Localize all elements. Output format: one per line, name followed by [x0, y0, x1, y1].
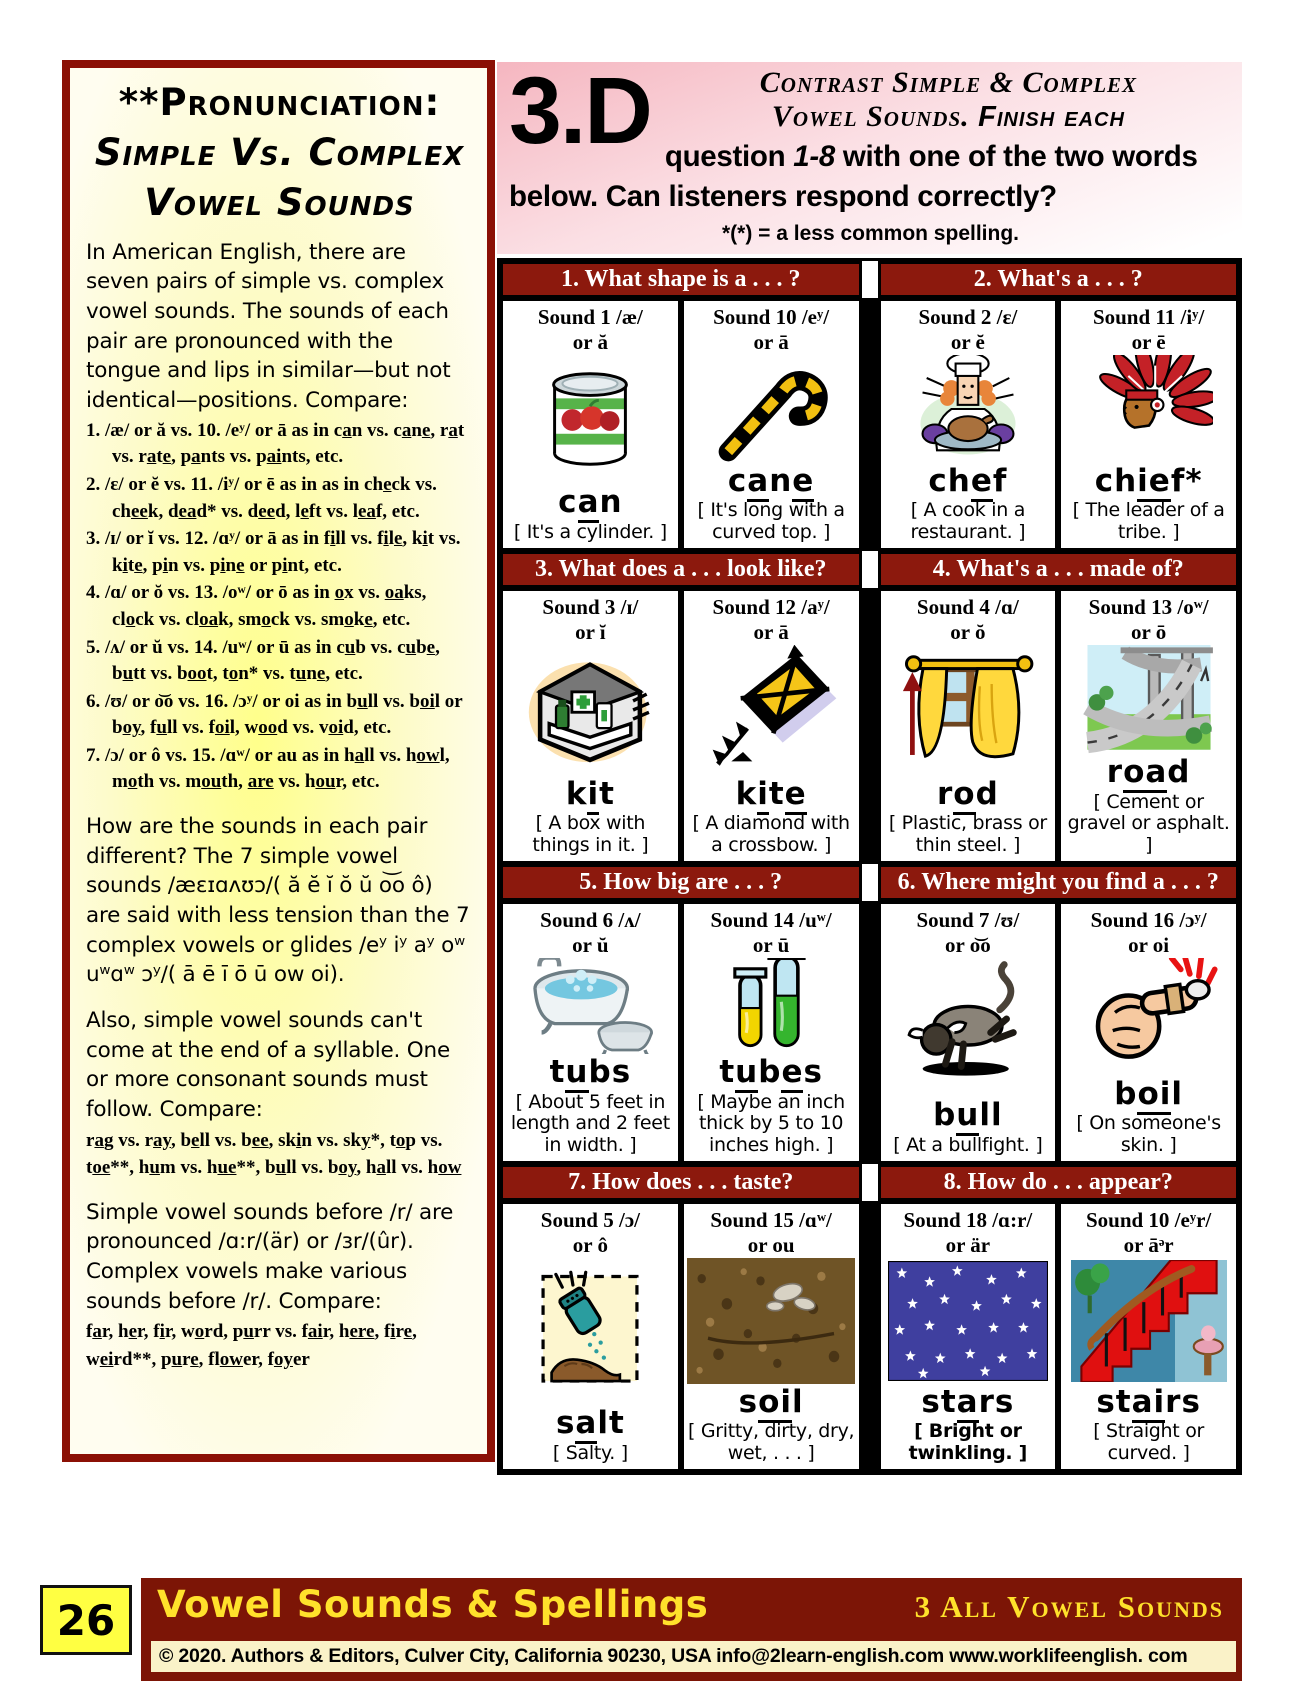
question-6-block: [878, 901, 1240, 1164]
footer-series-title: Vowel Sounds & Spellings: [157, 1583, 709, 1626]
question-2-header: 2. What's a . . . ?: [878, 261, 1240, 298]
page-number-box: [40, 1585, 132, 1655]
desc-stars: [ Bright or twinkling. ]: [908, 1420, 1028, 1464]
desc-rod: [ Plastic, brass or thin steel. ]: [888, 812, 1047, 856]
card-stairs: [1058, 1201, 1239, 1472]
desc-cane: [ It's long with a curved top. ]: [697, 499, 845, 543]
card-boil: [1058, 901, 1239, 1164]
cane-image: [687, 355, 856, 462]
desc-chief: [ The leader of a tribe. ]: [1072, 499, 1225, 543]
instructions-start: Finish each: [978, 101, 1125, 133]
copyright-text: © 2020. Authors & Editors, Culver City, California 90230, USA info@2learn-english.com www.worklifeenglish. com: [159, 1645, 1188, 1667]
sidebar-title-line3: Vowel Sounds: [144, 180, 415, 224]
footer-copyright-strip: [151, 1641, 1236, 1672]
word-kit: kit: [566, 778, 615, 811]
question-1-header: 1. What shape is a . . . ?: [500, 261, 862, 298]
desc-soil: [ Gritty, dirty, dry, wet, . . . ]: [687, 1420, 855, 1464]
staircase-image: [1064, 1258, 1233, 1383]
sound-label: Sound 1 /æ/ or ă: [537, 305, 643, 355]
question-4-header: 4. What's a . . . made of?: [878, 551, 1240, 588]
sound-label: Sound 10 /eʸ/ or ā: [713, 305, 830, 355]
sidebar-title: [86, 78, 473, 228]
card-row-2: [500, 588, 1239, 864]
word-chief: chief*: [1095, 465, 1203, 498]
word-can: can: [558, 486, 622, 519]
salt-shaker-image: [506, 1258, 675, 1405]
section-title-caps2: Vowel Sounds.: [771, 100, 970, 133]
kite-image: [687, 645, 856, 775]
sound-label: Sound 5 /ɔ/ or ô: [540, 1208, 640, 1258]
vowel-pair-7: 7. /ɔ/ or ô vs. 15. /ɑʷ/ or au as in hall vs. howl, moth vs. mouth, are vs. hour, etc.: [86, 744, 450, 793]
question-2-block: [878, 298, 1240, 551]
word-rod: rod: [937, 778, 999, 811]
starry-sky-image: [884, 1258, 1053, 1383]
bull-image: [884, 958, 1053, 1097]
word-tubes: tubes: [719, 1056, 823, 1089]
desc-kite: [ A diamond with a crossbow. ]: [692, 812, 850, 856]
card-tubes: [681, 901, 862, 1164]
word-bull: bull: [933, 1099, 1003, 1132]
paragraph-how-different: How are the sounds in each pair different? The 7 simple vowel sounds /æɛɪɑʌʊɔ/( ă ĕ ĭ ŏ ŭ o͝o ô) are said with less tension than the 7 complex vowels or glides /eʸ iʸ aʸ oʷ uʷɑʷ ɔʸ/( ā ē ī ō ū ow oi).: [86, 814, 470, 988]
sound-label: Sound 3 /ɪ/ or ĭ: [542, 595, 639, 645]
section-title-caps1: Contrast Simple & Complex: [759, 66, 1138, 99]
question-3-block: [500, 588, 862, 864]
can-image: [506, 355, 675, 484]
sound-label: Sound 15 /ɑʷ/ or ou: [710, 1208, 832, 1258]
sound-label: Sound 18 /ɑ:r/ or är: [903, 1208, 1033, 1258]
card-row-3: [500, 901, 1239, 1164]
pronunciation-sidebar: [62, 60, 495, 1462]
card-row-1: [500, 298, 1239, 551]
vowel-pair-list: [86, 418, 473, 796]
card-tubs: [500, 901, 681, 1164]
header-gap: [862, 261, 878, 298]
boil-on-finger-image: [1064, 958, 1233, 1075]
card-rod: [878, 588, 1059, 864]
sound-label: Sound 2 /ɛ/ or ĕ: [918, 305, 1018, 355]
compare-examples-2: far, her, fir, word, purr vs. fair, here, fire, weird**, pure, flower, foyer: [86, 1321, 417, 1370]
desc-road: [ Cement or gravel or asphalt. ]: [1067, 790, 1230, 856]
instructions-line3: below. Can listeners respond correctly?: [509, 180, 1057, 213]
desc-tubs: [ About 5 feet in length and 2 feet in width. ]: [510, 1090, 670, 1156]
sound-label: Sound 16 /ɔʸ/ or oi: [1090, 908, 1207, 958]
desc-bull: [ At a bullfight. ]: [893, 1133, 1043, 1156]
road-image: [1064, 645, 1233, 754]
spelling-note: *(*) = a less common spelling.: [721, 222, 1019, 245]
sound-label: Sound 4 /ɑ/ or ŏ: [916, 595, 1019, 645]
desc-tubes: [ Maybe an inch thick by 5 to 10 inches high. ]: [697, 1090, 845, 1156]
card-can: [500, 298, 681, 551]
card-row-4: [500, 1201, 1239, 1472]
bathtubs-image: [506, 958, 675, 1054]
first-aid-kit-image: [506, 645, 675, 775]
question-7-header: 7. How does . . . taste?: [500, 1164, 862, 1201]
instructions-line2: question 1-8 with one of the two words: [664, 140, 1198, 173]
vowel-pair-6: 6. /ʊ/ or o͝o vs. 16. /ɔʸ/ or oi as in bull vs. boil or boy, full vs. foil, wood vs. void, etc.: [86, 690, 463, 739]
soil-photo: [687, 1258, 856, 1383]
card-cane: [681, 298, 862, 551]
card-kite: [681, 588, 862, 864]
vowel-pair-1: 1. /æ/ or ă vs. 10. /eʸ/ or ā as in can vs. cane, rat vs. rate, pants vs. paints, etc.: [86, 419, 465, 468]
desc-boil: [ On someone's skin. ]: [1076, 1112, 1221, 1156]
question-7-block: [500, 1201, 862, 1472]
sound-label: Sound 10 /eʸr/ or āᵊr: [1085, 1208, 1212, 1258]
header-gap: [862, 1164, 878, 1201]
question-grid: [497, 258, 1242, 1475]
sidebar-intro: In American English, there are seven pairs of simple vs. complex vowel sounds. The sounds of each pair are pronounced with the tongue and lips in similar—but not identical—positions. Compare:: [86, 239, 451, 414]
word-soil: soil: [739, 1386, 804, 1419]
vowel-pair-5: 5. /ʌ/ or ŭ vs. 14. /uʷ/ or ū as in cub vs. cube, butt vs. boot, ton* vs. tune, etc.: [86, 636, 440, 685]
column-gap: [862, 901, 878, 1164]
word-road: road: [1107, 756, 1191, 789]
card-chief: [1058, 298, 1239, 551]
header-row-4: [500, 1164, 1239, 1201]
sound-label: Sound 6 /ʌ/ or ŭ: [540, 908, 641, 958]
word-chef: chef: [928, 465, 1007, 498]
header-gap: [862, 864, 878, 901]
column-gap: [862, 298, 878, 551]
word-salt: salt: [556, 1407, 625, 1440]
chef-image: [884, 355, 1053, 462]
footer-bar: [141, 1578, 1242, 1681]
word-tubs: tubs: [550, 1056, 632, 1089]
header-row-1: [500, 261, 1239, 298]
sound-label: Sound 11 /iʸ/ or ē: [1092, 305, 1205, 355]
header-row-3: [500, 864, 1239, 901]
card-chef: [878, 298, 1059, 551]
card-soil: [681, 1201, 862, 1472]
word-stairs: stairs: [1096, 1386, 1201, 1419]
test-tubes-image: [687, 958, 856, 1054]
card-salt: [500, 1201, 681, 1472]
desc-salt: [ Salty. ]: [552, 1441, 628, 1464]
footer-titles: [141, 1578, 1242, 1626]
compare-examples-1: rag vs. ray, bell vs. bee, skin vs. sky*, top vs. toe**, hum vs. hue**, bull vs. boy, hall vs. how: [86, 1129, 462, 1179]
sidebar-title-line2: Simple Vs. Complex: [94, 130, 465, 174]
question-5-header: 5. How big are . . . ?: [500, 864, 862, 901]
paragraph-syllable-rule: Also, simple vowel sounds can't come at the end of a syllable. One or more consonant sounds must follow. Compare:: [86, 1008, 450, 1122]
header-gap: [862, 551, 878, 588]
card-kit: [500, 588, 681, 864]
question-8-header: 8. How do . . . appear?: [878, 1164, 1240, 1201]
section-code: 3.D: [509, 58, 651, 164]
vowel-pair-3: 3. /ɪ/ or ĭ vs. 12. /ɑʸ/ or ā as in fill vs. file, kit vs. kite, pin vs. pine or pint, etc.: [86, 528, 461, 576]
sound-label: Sound 12 /aʸ/ or ā: [712, 595, 830, 645]
page-number: 26: [56, 1595, 116, 1645]
word-kite: kite: [736, 778, 807, 811]
word-cane: cane: [728, 465, 814, 498]
curtain-rod-image: [884, 645, 1053, 775]
sidebar-title-line1: **Pronunciation:: [118, 81, 441, 124]
chief-image: [1064, 355, 1233, 462]
question-4-block: [878, 588, 1240, 864]
footer-section-label: 3 All Vowel Sounds: [914, 1589, 1224, 1624]
paragraph-r-rule: Simple vowel sounds before /r/ are pronounced /ɑ:r/(är) or /ɜr/(ûr). Complex vowels make various sounds before /r/. Compare:: [86, 1199, 454, 1314]
question-6-header: 6. Where might you find a . . . ?: [878, 864, 1240, 901]
desc-stairs: [ Straight or curved. ]: [1093, 1420, 1205, 1464]
card-bull: [878, 901, 1059, 1164]
question-1-block: [500, 298, 862, 551]
desc-chef: [ A cook in a restaurant. ]: [910, 499, 1026, 543]
desc-kit: [ A box with things in it. ]: [532, 812, 649, 856]
question-8-block: [878, 1201, 1240, 1472]
card-road: [1058, 588, 1239, 864]
question-3-header: 3. What does a . . . look like?: [500, 551, 862, 588]
word-boil: boil: [1114, 1078, 1183, 1111]
card-stars: [878, 1201, 1059, 1472]
header-row-2: [500, 551, 1239, 588]
sound-label: Sound 14 /uʷ/ or ū: [710, 908, 832, 958]
vowel-pair-4: 4. /ɑ/ or ŏ vs. 13. /oʷ/ or ō as in ox vs. oaks, clock vs. cloak, smock vs. smoke, etc.: [86, 582, 427, 630]
section-header: [497, 58, 1242, 254]
vowel-pair-2: 2. /ɛ/ or ĕ vs. 11. /iʸ/ or ē as in as in check vs. cheek, dead* vs. deed, left vs. leaf, etc.: [86, 473, 437, 522]
column-gap: [862, 1201, 878, 1472]
column-gap: [862, 588, 878, 864]
question-5-block: [500, 901, 862, 1164]
word-stars: stars: [921, 1386, 1014, 1419]
sound-label: Sound 13 /oʷ/ or ō: [1088, 595, 1209, 645]
desc-can: [ It's a cylinder. ]: [513, 520, 667, 543]
sound-label: Sound 7 /ʊ/ or o͝o: [916, 908, 1020, 958]
